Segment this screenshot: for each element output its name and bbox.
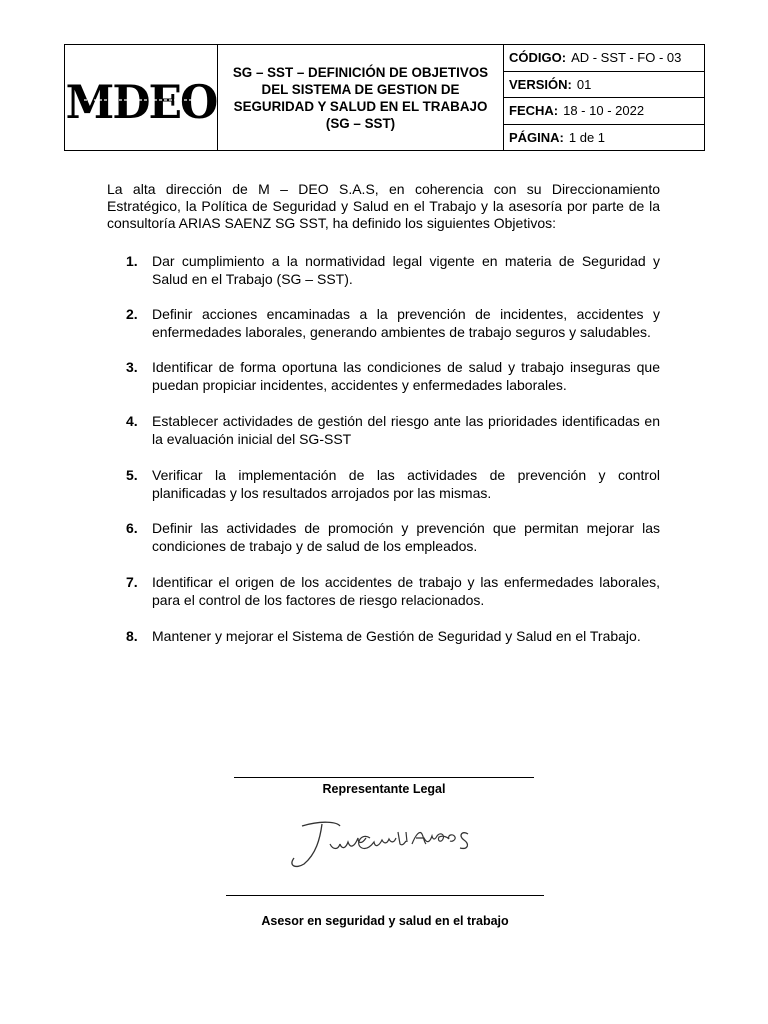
- objective-text: Mantener y mejorar el Sistema de Gestión de Seguridad y Salud en el Trabajo.: [152, 628, 641, 644]
- document-meta: [504, 45, 704, 150]
- version-label: VERSIÓN:: [509, 76, 572, 92]
- objective-item: [107, 467, 660, 502]
- objective-number: 1.: [126, 253, 138, 269]
- objective-item: [107, 359, 660, 394]
- representante-label: Representante Legal: [322, 782, 446, 796]
- pagina-row: [504, 125, 704, 151]
- intro-paragraph: La alta dirección de M – DEO S.A.S, en coherencia con su Direccionamiento Estratégico, la Política de Seguridad y Salud en el Trabajo y la asesoría por parte de la consultoría ARIAS SAENZ SG SST, ha definido los siguientes Objetivos:: [107, 181, 660, 231]
- objective-item: [107, 253, 660, 288]
- objective-number: 5.: [126, 467, 138, 483]
- objective-number: 2.: [126, 306, 138, 322]
- asesor-label: Asesor en seguridad y salud en el trabajo: [261, 914, 509, 928]
- objective-text: Dar cumplimiento a la normatividad legal vigente en materia de Seguridad y Salud en el Trabajo (SG – SST).: [152, 253, 660, 287]
- fecha-label: FECHA:: [509, 103, 559, 119]
- objective-text: Identificar de forma oportuna las condiciones de salud y trabajo inseguras que puedan propiciar incidentes, accidentes y enfermedades laborales.: [152, 359, 660, 393]
- version-value: 01: [576, 76, 592, 92]
- logo-text: MDEO: [65, 74, 217, 129]
- version-row: [504, 72, 704, 99]
- objective-number: 4.: [126, 413, 138, 429]
- pagina-value: 1 de 1: [568, 129, 606, 145]
- company-logo: [65, 73, 217, 129]
- fecha-value: 18 - 10 - 2022: [563, 103, 645, 119]
- codigo-label: CÓDIGO:: [509, 50, 567, 66]
- objective-item: [107, 520, 660, 555]
- objective-text: Definir acciones encaminadas a la prevención de incidentes, accidentes y enfermedades laborales, generando ambientes de trabajo seguros y saludables.: [152, 306, 660, 340]
- objective-item: [107, 574, 660, 609]
- objective-item: [107, 628, 660, 646]
- objective-number: 6.: [126, 520, 138, 536]
- objective-item: [107, 306, 660, 341]
- representante-signature-line: [234, 777, 534, 778]
- logo-cell: [65, 45, 218, 150]
- fecha-row: [504, 98, 704, 125]
- document-header: [64, 44, 705, 151]
- pagina-label: PÁGINA:: [509, 129, 564, 145]
- handwritten-signature: [282, 814, 492, 874]
- objective-item: [107, 413, 660, 448]
- objective-number: 3.: [126, 359, 138, 375]
- codigo-value: AD - SST - FO - 03: [571, 50, 682, 66]
- asesor-signature-line: [226, 895, 544, 896]
- objective-text: Identificar el origen de los accidentes de trabajo y las enfermedades laborales, para el control de los factores de riesgo relacionados.: [152, 574, 660, 608]
- objective-text: Establecer actividades de gestión del riesgo ante las prioridades identificadas en la evaluación inicial del SG-SST: [152, 413, 660, 447]
- objective-text: Verificar la implementación de las actividades de prevención y control planificadas y los resultados arrojados por las mismas.: [152, 467, 660, 501]
- objective-number: 8.: [126, 628, 138, 644]
- document-title: SG – SST – DEFINICIÓN DE OBJETIVOS DEL SISTEMA DE GESTION DE SEGURIDAD Y SALUD EN EL TRABAJO (SG – SST): [218, 45, 504, 150]
- objective-text: Definir las actividades de promoción y prevención que permitan mejorar las condiciones de trabajo y de salud de los empleados.: [152, 520, 660, 554]
- codigo-row: [504, 45, 704, 72]
- objective-number: 7.: [126, 574, 138, 590]
- objectives-list: [107, 253, 660, 646]
